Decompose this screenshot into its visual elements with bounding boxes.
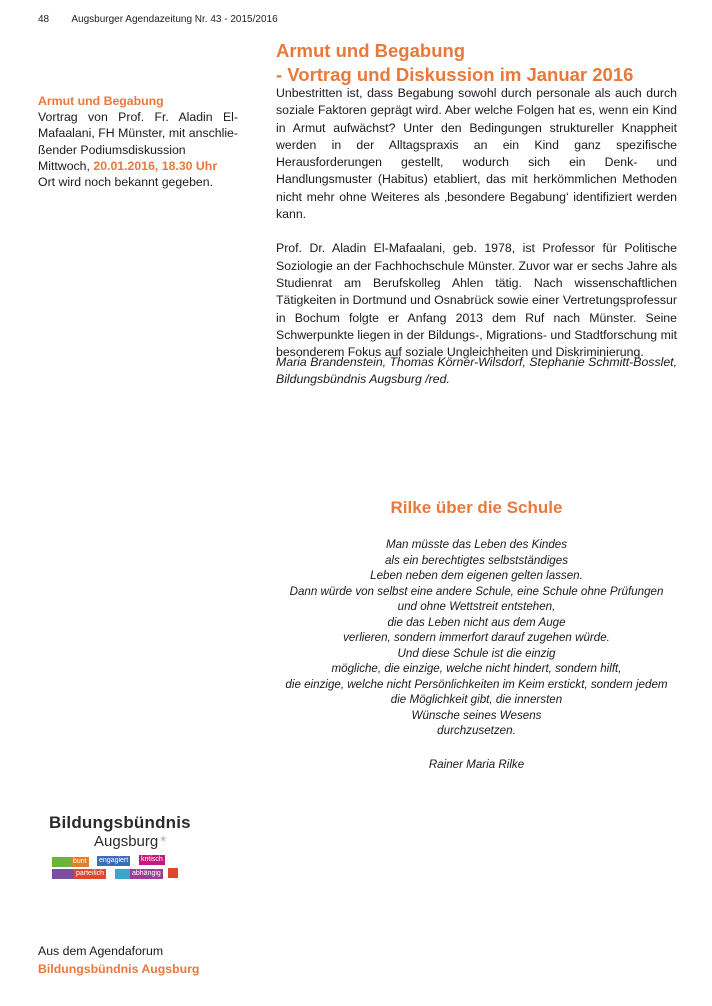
logo-tag-abhaengig: abhängig (132, 870, 161, 877)
logo-tag-blue (115, 869, 131, 879)
event-date: 20.01.2016, 18.30 Uhr (93, 158, 218, 173)
article-authors (276, 354, 677, 389)
poem-line: mögliche, die einzige, welche nicht hindert, sondern hilft, (331, 662, 622, 675)
footer-source: Aus dem Agendaforum (38, 944, 164, 958)
logo-tag-red (168, 868, 178, 878)
poem-line: Wünsche seines Wesens (411, 708, 542, 722)
authors-line-2: Bildungsbündnis Augsburg /red. (276, 372, 450, 387)
logo-tag-kritisch: kritisch (141, 856, 163, 863)
poem-line: Man müsste das Leben des Kindes (385, 538, 568, 551)
logo-tag-purple (52, 869, 76, 879)
logo-city (94, 833, 166, 850)
footer-organization: Bildungsbündnis Augsburg (38, 962, 200, 976)
sidebar-line-3: ßender Podiumsdiskussion (38, 142, 186, 157)
authors-line-1: Maria Brandenstein, Thomas Körner-Wilsdorf, Stephanie Schmitt-Bosslet, (276, 355, 677, 369)
article-paragraph-1: Unbestritten ist, dass Begabung sowohl durch personale als auch durch soziale Faktoren geprägt wird. Aber welche Folgen hat es, wenn ein Kind in Armut aufwächst? Unter den Bedingungen struktureller Knappheit werden in der Alltagspraxis an ein Kind ganz spezifische Herausforderungen gestellt, wodurch sich ein Denk- und Handlungsmuster (Habitus) etabliert, das mit herkömmlichen Methoden nicht mehr ohne Weiteres als ‚besondere Begabung‘ identifiziert werden kann. (276, 86, 677, 222)
logo-tag-bunt: bunt (73, 858, 87, 865)
publication-title: Augsburger Agendazeitung Nr. 43 - 2015/2016 (71, 14, 278, 25)
poem-author: Rainer Maria Rilke (428, 758, 525, 771)
logo-tag-engagiert: engagiert (99, 857, 129, 864)
article-body (276, 85, 677, 361)
poem-line: und ohne Wettstreit entstehen, (397, 600, 556, 613)
poem-line: verlieren, sondern immerfort darauf zugehen würde. (343, 631, 610, 644)
poem-line: die einzige, welche nicht Persönlichkeiten im Keim erstickt, sondern jedem (285, 677, 668, 691)
poem-line: Leben neben dem eigenen gelten lassen. (370, 569, 583, 582)
article-paragraph-2: Prof. Dr. Aladin El-Mafaalani, geb. 1978, ist Professor für Politische Soziologie an der Fachhochschule Münster. Zuvor war er sechs Jahre als Studienrat am Berufskolleg Ahlen tätig. Nach wissenschaftlichen Tätigkeiten in Dortmund und Osnabrück sowie einer Vertretungsprofessur in Bochum folgte er Anfang 2013 dem Ruf nach Münster. Seine Schwerpunkte liegen in der Bildungs-, Migrations- und Stadtforschung mit besonderem Fokus auf soziale Ungleichheiten und Diskriminierung. (276, 241, 677, 360)
page-number: 48 (38, 14, 50, 25)
event-sidebar (38, 93, 238, 190)
sidebar-line-2: Mafaalani, FH Münster, mit anschlie- (38, 126, 238, 141)
sidebar-location: Ort wird noch bekannt gegeben. (38, 175, 214, 190)
poem-line: die das Leben nicht aus dem Auge (387, 615, 566, 629)
date-prefix: Mittwoch, (38, 158, 94, 173)
poem-line: durchzusetzen. (437, 724, 516, 737)
article-title (276, 39, 696, 87)
page-header (38, 14, 278, 25)
bildungsbuendnis-logo (44, 807, 194, 889)
sidebar-line-1: Vortrag von Prof. Fr. Aladin El- (38, 110, 238, 125)
poem-text (276, 537, 677, 739)
article-title-line-1: Armut und Begabung (276, 40, 466, 61)
poem-line: Und diese Schule ist die einzig (397, 646, 556, 660)
poem-line: Dann würde von selbst eine andere Schule, eine Schule ohne Prüfungen (289, 584, 664, 598)
logo-city-text: Augsburg (94, 833, 159, 850)
sidebar-title: Armut und Begabung (38, 94, 164, 108)
sidebar-date-line (38, 158, 238, 174)
logo-tag-parteilich: parteilich (76, 870, 105, 877)
article-title-line-2: - Vortrag und Diskussion im Januar 2016 (276, 64, 634, 85)
logo-star-icon: * (160, 833, 167, 850)
poem-title: Rilke über die Schule (390, 498, 563, 517)
poem-line: als ein berechtigtes selbstständiges (384, 553, 569, 567)
poem-line: die Möglichkeit gibt, die innersten (390, 693, 563, 706)
logo-wordmark: Bildungsbündnis (49, 813, 191, 832)
